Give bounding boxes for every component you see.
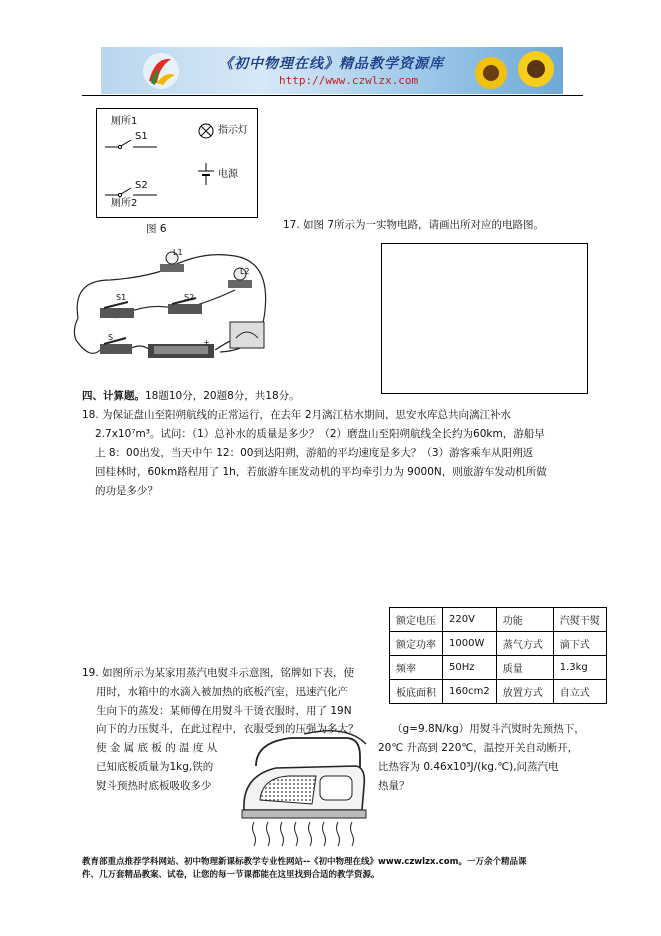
table-cell: 功能 — [496, 608, 553, 632]
table-cell: 滴下式 — [553, 632, 606, 656]
fig7-s1-label: S1 — [116, 293, 127, 302]
figure-6-caption: 图 6 — [146, 223, 167, 235]
table-cell: 频率 — [390, 656, 443, 680]
fig7-l1-label: L1 — [173, 248, 183, 257]
table-cell: 1.3kg — [553, 656, 606, 680]
section-4-heading — [82, 386, 300, 406]
table-cell: 160cm2 — [443, 680, 497, 704]
question-18-line-5: 的功是多少？ — [95, 485, 158, 497]
table-row — [390, 656, 607, 680]
fig6-source-label: 电源 — [218, 169, 238, 180]
figure-6-box — [96, 108, 258, 218]
site-logo-icon — [141, 51, 181, 91]
question-19-line-6a: 已知底板质量为1kg,铁的 — [96, 761, 214, 773]
table-cell: 1000W — [443, 632, 497, 656]
fig7-s2-label: S2 — [184, 293, 195, 302]
table-row — [390, 680, 607, 704]
header-divider — [82, 95, 583, 96]
footer-line-2: 件、几万套精品教案、试卷，让您的每一节课都能在这里找到合适的教学资源。 — [82, 870, 380, 880]
table-cell: 额定功率 — [390, 632, 443, 656]
question-19-line-6b: 比热容为 0.46x10³J/(kg.℃),问蒸汽电 — [378, 761, 559, 773]
table-cell: 额定电压 — [390, 608, 443, 632]
question-19-line-1: 19. 如图所示为某家用蒸汽电熨斗示意图，铭牌如下表，使 — [82, 667, 355, 679]
question-19-line-5b: 20℃ 升高到 220℃，温控开关自动断开， — [378, 742, 579, 754]
banner-url[interactable]: http://www.czwlzx.com — [279, 74, 419, 87]
question-18-line-2: 2.7x10⁷m³。试问：（1）总补水的质量是多少？（2）磨盘山至阳朔航线全长约为60km，游船早 — [95, 428, 545, 440]
table-cell: 放置方式 — [496, 680, 553, 704]
fig7-l2-label: L2 — [240, 267, 250, 276]
question-18-line-1: 18. 为保证盘山至阳朔航线的正常运行，在去年 2月漓江枯水期间，思安水库总共向漓江补水 — [82, 409, 512, 421]
question-17: 17. 如图 7所示为一实物电路，请画出所对应的电路图。 — [283, 219, 545, 231]
banner-title: 《初中物理在线》精品教学资源库 — [219, 56, 444, 72]
iron-spec-table — [389, 607, 607, 704]
fig6-lamp-label: 指示灯 — [218, 125, 248, 136]
fig6-s2-label: S2 — [135, 180, 148, 191]
footer-line-1: 教育部重点推荐学科网站、初中物理新课标教学专业性网站--《初中物理在线》www.czwlzx.com。一万余个精品课 — [82, 857, 527, 867]
section-4-title: 四、计算题。 — [82, 390, 145, 402]
fig7-s-label: S — [108, 333, 114, 342]
fig6-room2-label: 厕所2 — [111, 198, 138, 209]
fig7-plus-label: + — [203, 338, 210, 347]
table-cell: 汽熨干熨 — [553, 608, 606, 632]
question-19-line-3: 生向下的蒸发：某师傅在用熨斗干烫衣服时，用了 19N — [96, 705, 352, 717]
question-19-line-2: 用时，水箱中的水滴入被加热的底板汽室，迅速汽化产 — [96, 686, 348, 698]
table-cell: 板底面积 — [390, 680, 443, 704]
answer-drawing-box[interactable] — [381, 243, 588, 394]
fig6-s1-label: S1 — [135, 131, 148, 142]
question-19-line-4b: （g=9.8N/kg）用熨斗汽熨时先预热下， — [392, 723, 585, 735]
table-row — [390, 608, 607, 632]
table-row — [390, 632, 607, 656]
header-banner — [101, 47, 563, 94]
sunflower-icon — [456, 49, 561, 94]
fig6-room1-label: 厕所1 — [111, 116, 138, 127]
question-19-line-5a: 使 金 属 底 板 的 温 度 从 — [96, 742, 218, 754]
table-cell: 220V — [443, 608, 497, 632]
section-4-points: 18题10分，20题8分，共18分。 — [145, 390, 300, 402]
question-18-line-4: 回桂林时，60km路程用了 1h，若旅游车匪发动机的平均牵引力为 9000N，则旅游车发动机所做 — [95, 466, 547, 478]
table-cell: 自立式 — [553, 680, 606, 704]
question-18-line-3: 上 8：00出发，当天中午 12：00到达阳朔，游船的平均速度是多大？（3）游客乘车从阳朔返 — [95, 447, 534, 459]
question-19-line-7a: 熨斗预热时底板吸收多少 — [96, 780, 212, 792]
question-19-line-4a: 向下的力压熨斗，在此过程中，衣服受到的压强为多大？ — [96, 723, 359, 735]
table-cell: 蒸气方式 — [496, 632, 553, 656]
table-cell: 50Hz — [443, 656, 497, 680]
steam-iron-figure — [236, 726, 376, 851]
table-cell: 质量 — [496, 656, 553, 680]
question-19-line-7b: 热量？ — [378, 780, 410, 792]
